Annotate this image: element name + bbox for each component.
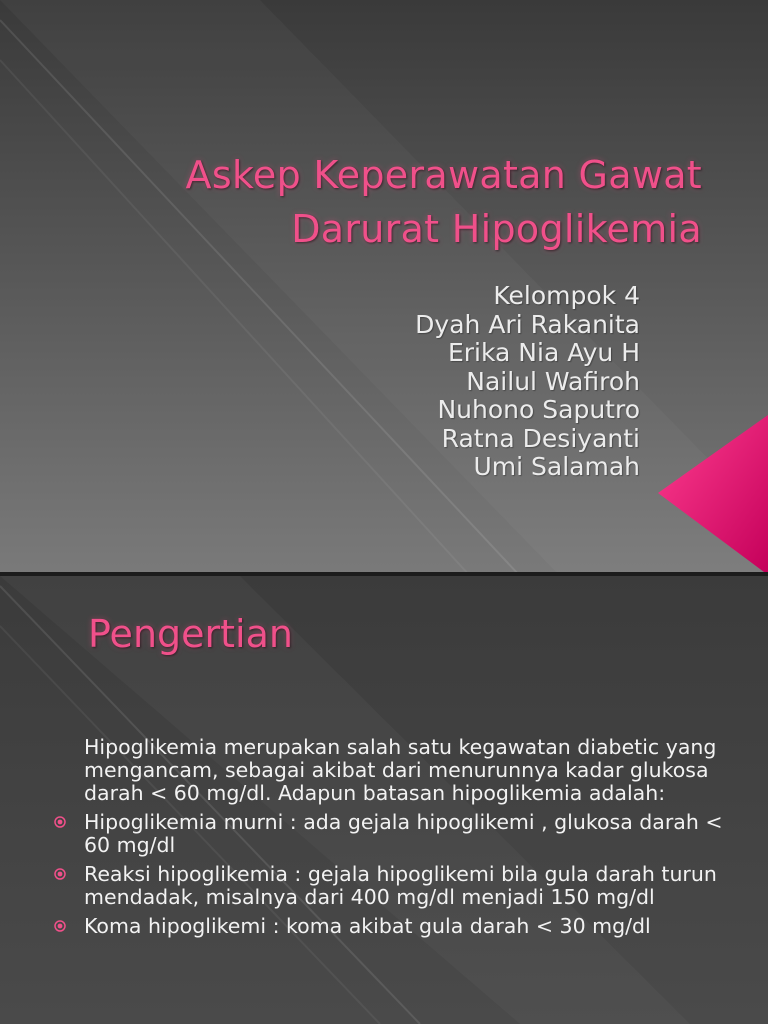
list-item: [84, 811, 734, 857]
member-list: [280, 282, 640, 482]
slide-title: [62, 148, 702, 256]
member-name: Ratna Desiyanti: [441, 423, 640, 453]
intro-paragraph: Hipoglikemia merupakan salah satu kegawatan diabetic yang mengancam, sebagai akibat dari menurunnya kadar glukosa darah < 60 mg/dl. Adapun batasan hipoglikemia adalah:: [84, 735, 717, 805]
list-item: [84, 915, 734, 938]
circle-bullet-icon: [54, 868, 66, 880]
slide-title: Pengertian: [88, 612, 293, 656]
content-slide: [0, 576, 768, 1024]
bullet-text: Koma hipoglikemi : koma akibat gula darah < 30 mg/dl: [84, 914, 651, 938]
bullet-text: Hipoglikemia murni : ada gejala hipoglikemi , glukosa darah < 60 mg/dl: [84, 810, 723, 857]
bullet-text: Reaksi hipoglikemia : gejala hipoglikemi bila gula darah turun mendadak, misalnya dari 400 mg/dl menjadi 150 mg/dl: [84, 862, 717, 909]
circle-bullet-icon: [54, 920, 66, 932]
pink-arrow-decoration: [658, 415, 768, 575]
member-name: Nuhono Saputro: [437, 395, 640, 424]
member-name: Umi Salamah: [473, 452, 640, 481]
member-name: Dyah Ari Rakanita: [415, 309, 640, 339]
title-line-1: Askep Keperawatan Gawat: [185, 153, 702, 197]
slide-body: [84, 736, 734, 938]
list-item: [84, 863, 734, 909]
group-name: Kelompok 4: [493, 281, 640, 310]
bullet-list: [84, 811, 734, 938]
member-name: Erika Nia Ayu H: [447, 338, 640, 367]
circle-bullet-icon: [54, 816, 66, 828]
title-line-2: Darurat Hipoglikemia: [291, 207, 702, 251]
member-name: Nailul Wafiroh: [466, 366, 640, 396]
